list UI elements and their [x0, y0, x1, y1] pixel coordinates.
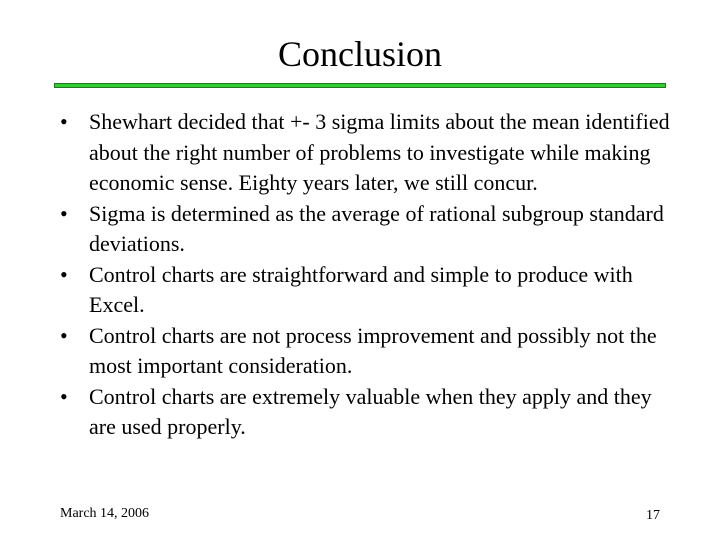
bullet-text: Shewhart decided that +- 3 sigma limits about the mean identified about the right number of problems to investigate while making economic sense. Eighty years later, we still concur.	[89, 109, 670, 195]
bullet-icon: •	[60, 109, 68, 134]
bullet-text: Control charts are not process improvement and possibly not the most important consideration.	[89, 322, 657, 378]
bullet-item	[60, 382, 680, 443]
bullet-list	[60, 107, 680, 443]
bullet-item	[60, 199, 680, 260]
bullet-icon: •	[60, 261, 68, 287]
page-number: 17	[646, 508, 660, 523]
bullet-item	[60, 321, 680, 382]
slide-title: Conclusion	[277, 34, 442, 74]
bullet-text: Sigma is determined as the average of rational subgroup standard deviations.	[89, 200, 664, 256]
bullet-item	[60, 260, 680, 321]
footer-date: March 14, 2006	[60, 506, 150, 521]
title-underline-rule	[54, 83, 666, 88]
bullet-text: Control charts are extremely valuable when they apply and they are used properly.	[89, 383, 652, 439]
bullet-icon: •	[60, 200, 68, 226]
bullet-icon: •	[60, 322, 68, 348]
bullet-icon: •	[60, 383, 68, 409]
bullet-text: Control charts are straightforward and simple to produce with Excel.	[89, 261, 633, 317]
bullet-item	[60, 107, 680, 199]
